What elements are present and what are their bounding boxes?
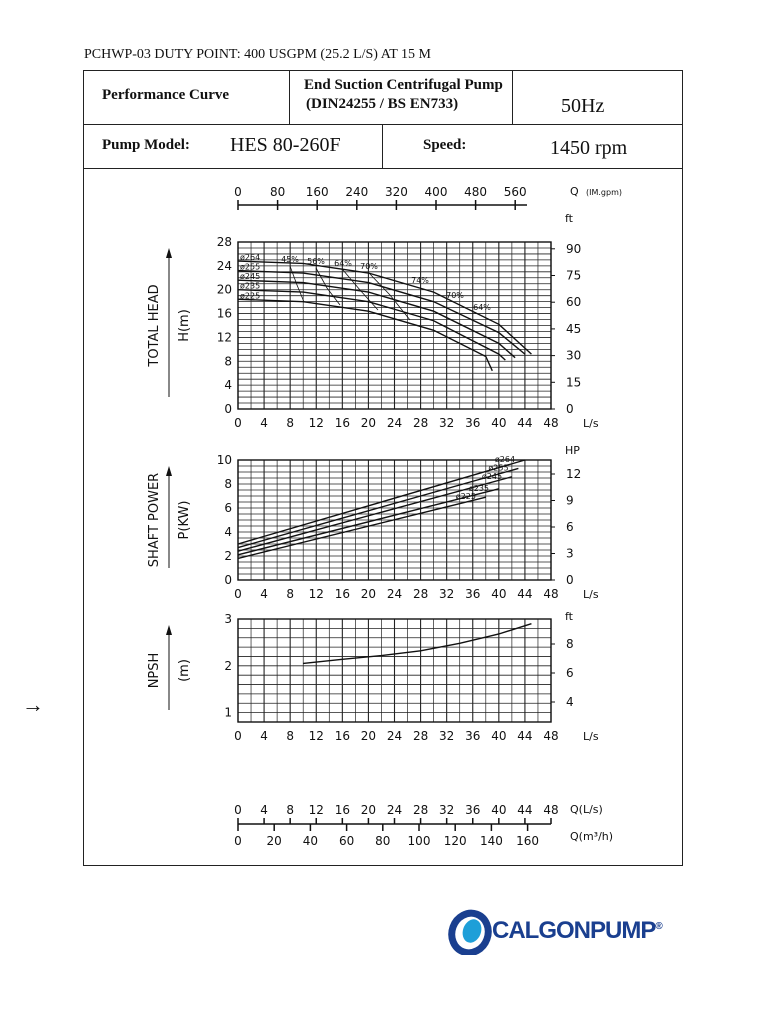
efficiency-label: 64% <box>473 303 491 312</box>
x-tick-label: 36 <box>465 416 481 430</box>
efficiency-label: 56% <box>307 257 325 266</box>
y-tick-label: 3 <box>224 612 232 626</box>
right-tick-label: 8 <box>566 637 574 651</box>
y-axis-arrowhead <box>166 625 172 635</box>
right-axis-unit: HP <box>565 444 580 457</box>
y-tick-label: 8 <box>224 354 232 369</box>
x-tick-label: 48 <box>543 416 559 430</box>
x-tick-label: 48 <box>543 587 559 601</box>
scale-tick-label-top: 24 <box>386 803 403 817</box>
y-axis-unit: P(KW) <box>177 500 192 540</box>
x-tick-label: 12 <box>308 587 324 601</box>
scale-tick-label-top: 36 <box>465 803 481 817</box>
scale-tick-label-top: 20 <box>360 803 377 817</box>
npsh-chart <box>147 610 599 743</box>
right-tick-label: 4 <box>566 695 574 709</box>
pump-model-value: HES 80-260F <box>230 134 341 156</box>
duty-point-caption: PCHWP-03 DUTY POINT: 400 USGPM (25.2 L/S) AT 15 M <box>84 47 431 62</box>
pump-model-label: Pump Model: <box>102 137 190 153</box>
x-axis-unit: L/s <box>583 588 599 601</box>
x-tick-label: 0 <box>234 416 242 430</box>
calgon-swirl-icon <box>448 909 492 955</box>
top-tick-label: 80 <box>269 185 286 199</box>
right-tick-label: 60 <box>566 295 582 310</box>
top-axis-title: Q <box>570 185 579 198</box>
x-tick-label: 28 <box>412 729 429 743</box>
x-tick-label: 28 <box>412 416 429 430</box>
x-tick-label: 12 <box>308 729 324 743</box>
y-tick-label: 0 <box>224 402 232 416</box>
x-tick-label: 36 <box>465 729 481 743</box>
flow-scale-chart <box>234 803 613 848</box>
calgon-logo-text: CALGONPUMP® <box>492 917 662 944</box>
x-tick-label: 0 <box>234 729 242 743</box>
scale-tick-label-top: 40 <box>491 803 507 817</box>
top-tick-label: 0 <box>234 185 242 199</box>
scale-tick-label-top: 28 <box>412 803 429 817</box>
x-tick-label: 4 <box>260 729 268 743</box>
x-tick-label: 8 <box>286 729 294 743</box>
scale-tick-label-bottom: 140 <box>479 834 503 848</box>
scale-tick-label-bottom: 40 <box>302 834 319 848</box>
scale-tick-label-bottom: 160 <box>516 834 540 848</box>
top-tick-label: 400 <box>424 185 448 199</box>
calgon-logo <box>448 905 688 965</box>
top-tick-label: 560 <box>503 185 527 199</box>
y-tick-label: 12 <box>216 330 232 345</box>
x-tick-label: 20 <box>360 587 377 601</box>
scale-tick-label-top: 12 <box>308 803 324 817</box>
y-tick-label: 6 <box>224 501 232 515</box>
scale-tick-label-bottom: 120 <box>443 834 467 848</box>
x-tick-label: 48 <box>543 729 559 743</box>
scale-tick-label-bottom: 80 <box>375 834 391 848</box>
y-tick-label: 10 <box>216 453 232 467</box>
speed-label: Speed: <box>423 137 467 153</box>
y-tick-label: 20 <box>216 282 232 297</box>
frequency-value: 50Hz <box>561 95 605 117</box>
series-label: ø245 <box>240 272 261 282</box>
x-tick-label: 16 <box>334 729 350 743</box>
right-tick-label: 45 <box>566 321 582 336</box>
right-tick-label: 12 <box>566 467 582 481</box>
scale-tick-label-bottom: 0 <box>234 834 242 848</box>
y-tick-label: 1 <box>224 705 232 720</box>
x-tick-label: 44 <box>517 416 533 430</box>
efficiency-label: 70% <box>446 291 464 300</box>
x-tick-label: 4 <box>260 587 268 601</box>
x-tick-label: 24 <box>386 416 403 430</box>
scale-tick-label-bottom: 100 <box>407 834 431 848</box>
x-tick-label: 0 <box>234 587 242 601</box>
y-axis-title: TOTAL HEAD <box>147 284 162 367</box>
scale-tick-label-bottom: 20 <box>266 834 282 848</box>
x-tick-label: 28 <box>412 587 429 601</box>
pump-type-line1: End Suction Centrifugal Pump <box>304 77 503 93</box>
series-line <box>303 624 531 664</box>
series-label: ø235 <box>468 483 490 493</box>
series-line <box>238 497 486 558</box>
series-label: ø245 <box>481 471 503 481</box>
efficiency-label: 64% <box>334 259 352 268</box>
x-tick-label: 36 <box>465 587 481 601</box>
x-tick-label: 32 <box>439 587 455 601</box>
right-axis-unit: ft <box>565 212 573 225</box>
x-tick-label: 16 <box>334 587 350 601</box>
x-tick-label: 20 <box>360 729 377 743</box>
x-tick-label: 8 <box>286 587 294 601</box>
y-axis-unit: H(m) <box>177 309 192 342</box>
top-tick-label: 320 <box>384 185 408 199</box>
x-tick-label: 8 <box>286 416 294 430</box>
x-tick-label: 16 <box>334 416 350 430</box>
x-tick-label: 40 <box>491 729 507 743</box>
top-tick-label: 240 <box>345 185 369 199</box>
x-axis-unit: L/s <box>583 730 599 743</box>
series-label: ø264 <box>494 455 516 464</box>
y-tick-label: 4 <box>224 378 232 393</box>
x-tick-label: 4 <box>260 416 268 430</box>
y-axis-arrowhead <box>166 466 172 476</box>
scale-title-top: Q(L/s) <box>570 803 603 816</box>
x-tick-label: 40 <box>491 587 507 601</box>
x-tick-label: 12 <box>308 416 324 430</box>
scale-tick-label-bottom: 60 <box>338 834 355 848</box>
right-axis-unit: ft <box>565 610 573 623</box>
efficiency-label: 45% <box>281 255 299 264</box>
x-axis-unit: L/s <box>583 417 599 430</box>
efficiency-label: 70% <box>360 262 378 271</box>
speed-value: 1450 rpm <box>550 137 628 159</box>
series-label: ø235 <box>240 281 261 291</box>
x-tick-label: 40 <box>491 416 507 430</box>
y-tick-label: 28 <box>216 235 232 249</box>
right-tick-label: 90 <box>566 241 582 256</box>
series-label: ø225 <box>455 492 476 502</box>
series-label: ø255 <box>240 262 261 272</box>
right-tick-label: 6 <box>566 520 574 534</box>
y-axis-title: NPSH <box>147 652 162 689</box>
pump-type-line2: (DIN24255 / BS EN733) <box>306 96 459 112</box>
right-tick-label: 3 <box>566 546 574 561</box>
series-line <box>238 299 492 371</box>
pointer-arrow: → <box>22 692 44 717</box>
y-tick-label: 2 <box>224 658 232 673</box>
right-tick-label: 9 <box>566 493 574 508</box>
y-axis-arrowhead <box>166 248 172 258</box>
efficiency-label: 74% <box>411 276 429 285</box>
scale-tick-label-top: 8 <box>286 803 294 817</box>
y-tick-label: 2 <box>224 549 232 563</box>
right-tick-label: 6 <box>566 666 574 680</box>
top-axis-unit: (IM.gpm) <box>586 188 622 197</box>
y-axis-unit: (m) <box>177 659 192 682</box>
series-label: ø255 <box>488 463 509 473</box>
y-tick-label: 24 <box>216 258 232 273</box>
x-tick-label: 20 <box>360 416 377 430</box>
x-tick-label: 24 <box>386 729 403 743</box>
scale-title-bottom: Q(m³/h) <box>570 830 614 843</box>
y-axis-title: SHAFT POWER <box>147 472 162 568</box>
scale-tick-label-top: 4 <box>260 803 268 817</box>
power-chart <box>147 444 599 601</box>
top-tick-label: 160 <box>305 185 329 199</box>
right-tick-label: 0 <box>566 402 574 416</box>
x-tick-label: 44 <box>517 587 533 601</box>
right-tick-label: 15 <box>566 375 582 390</box>
y-tick-label: 0 <box>224 573 232 587</box>
right-tick-label: 30 <box>566 348 582 363</box>
x-tick-label: 32 <box>439 416 455 430</box>
scale-tick-label-top: 0 <box>234 803 242 817</box>
scale-tick-label-top: 48 <box>543 803 559 817</box>
y-tick-label: 4 <box>224 525 232 539</box>
x-tick-label: 44 <box>517 729 533 743</box>
right-tick-label: 75 <box>566 268 582 283</box>
head-chart <box>147 185 622 430</box>
right-tick-label: 0 <box>566 573 574 587</box>
performance-curve-label: Performance Curve <box>102 87 230 103</box>
x-tick-label: 24 <box>386 587 403 601</box>
scale-tick-label-top: 44 <box>517 803 533 817</box>
scale-tick-label-top: 32 <box>439 803 455 817</box>
y-tick-label: 8 <box>224 477 232 491</box>
x-tick-label: 32 <box>439 729 455 743</box>
y-tick-label: 16 <box>216 306 232 321</box>
series-label: ø225 <box>240 291 261 301</box>
series-label: ø264 <box>240 253 261 263</box>
scale-tick-label-top: 16 <box>334 803 350 817</box>
top-tick-label: 480 <box>464 185 488 199</box>
